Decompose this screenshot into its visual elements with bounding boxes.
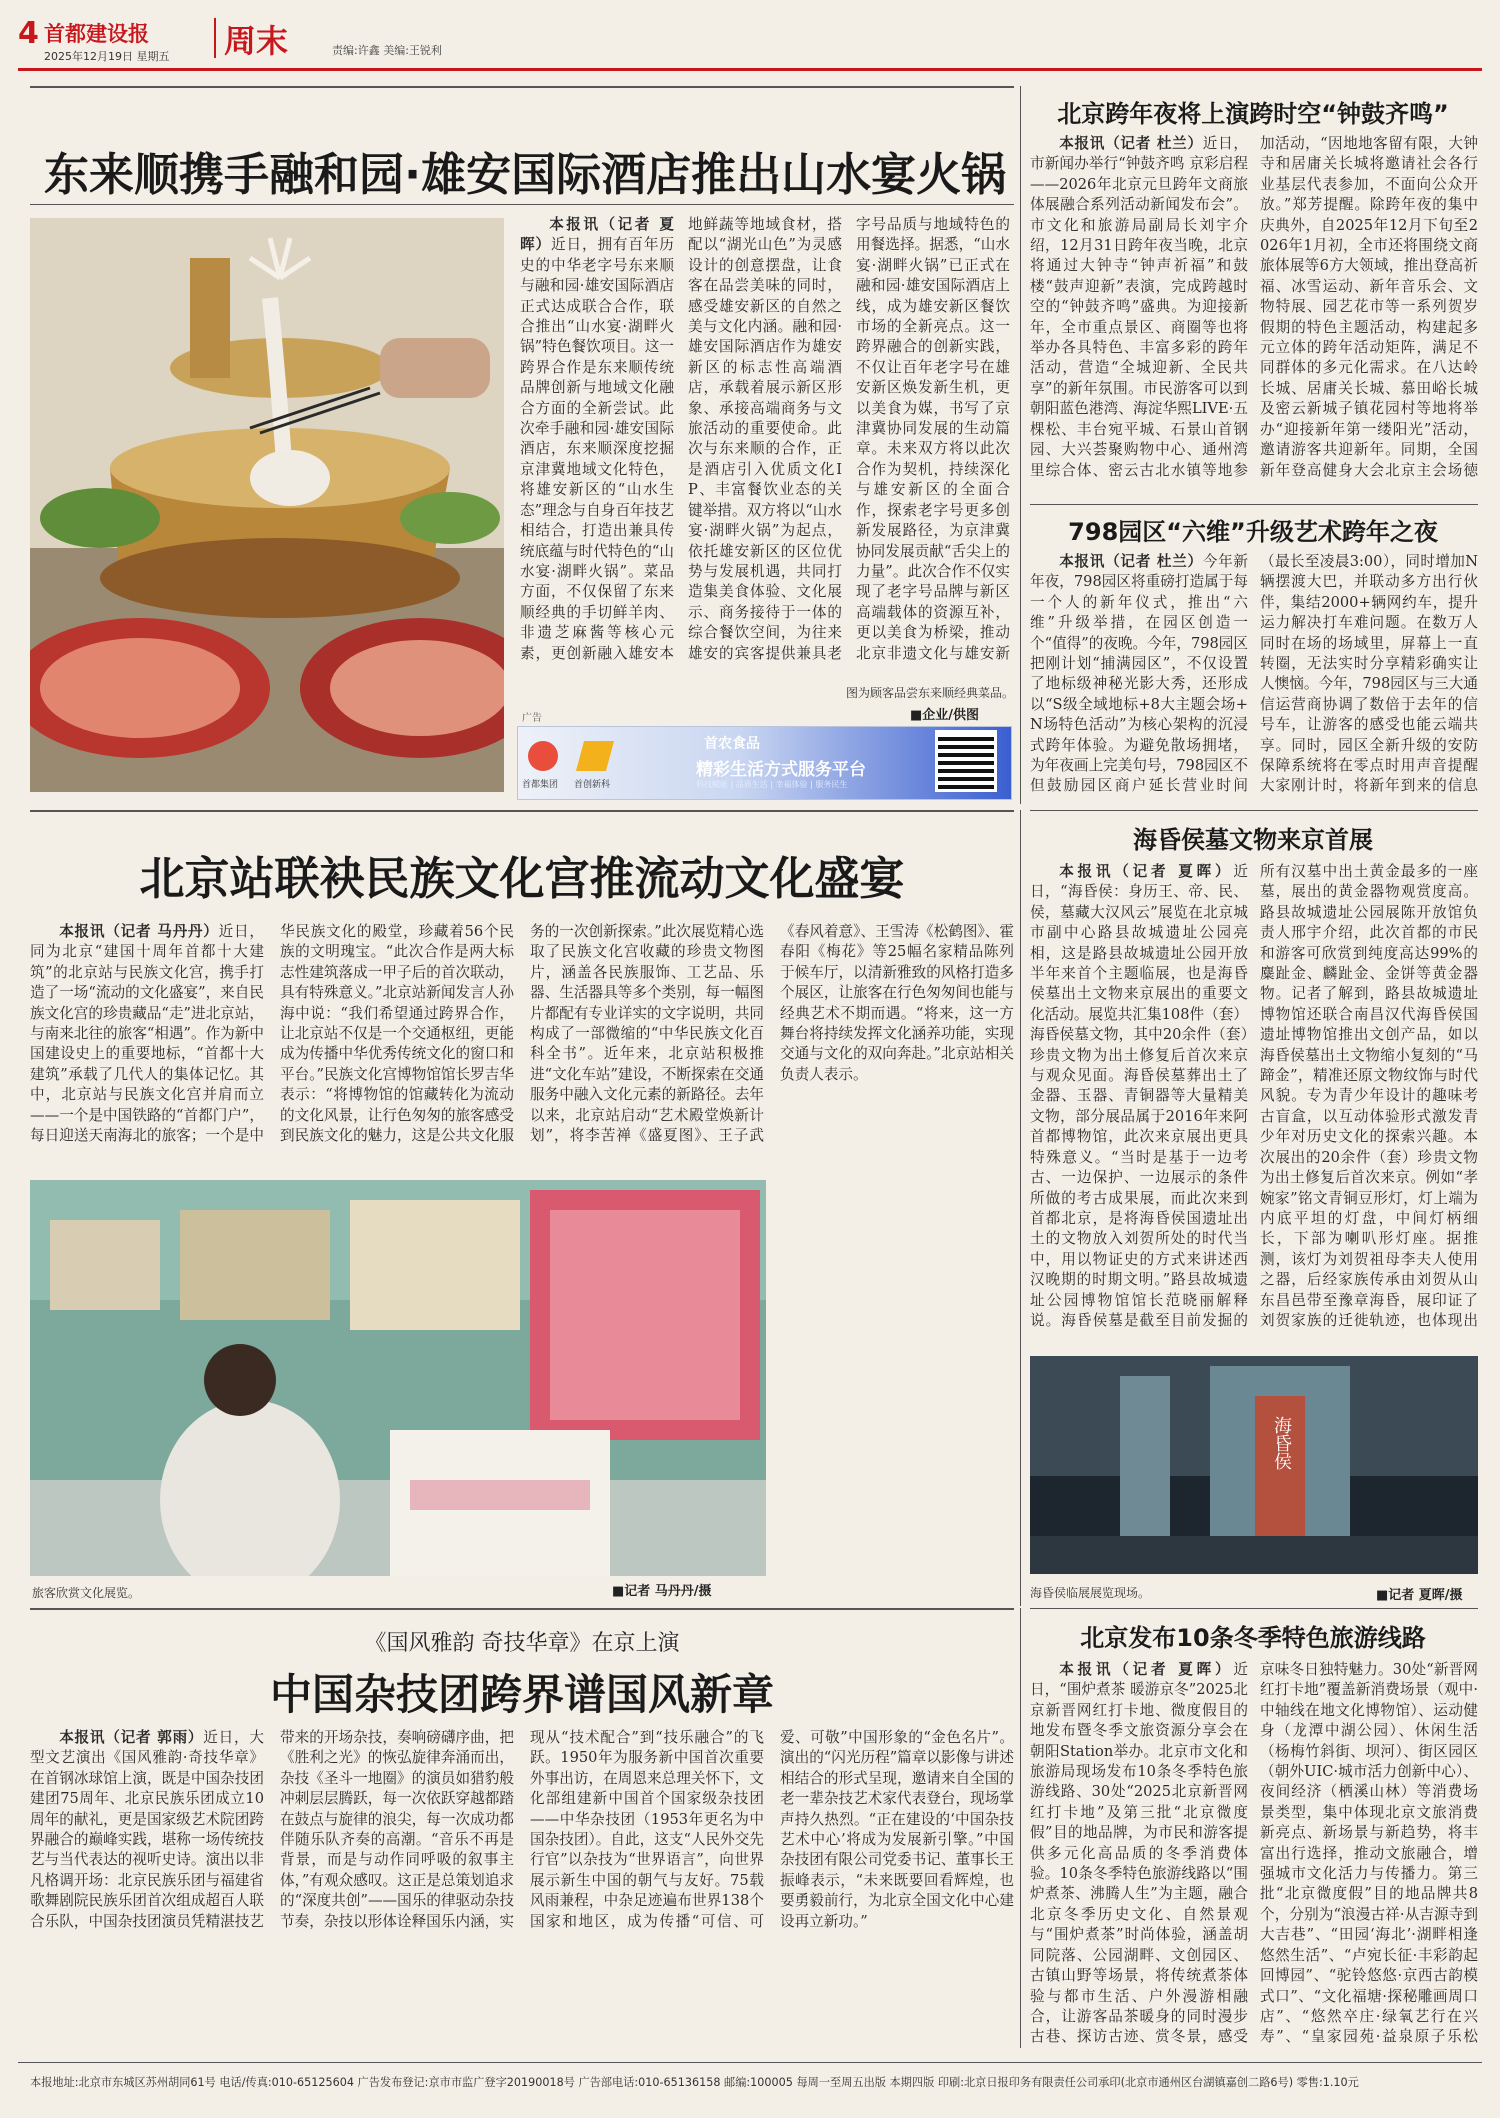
a2-body-text: 近日，市新闻办举行“钟鼓齐鸣 京彩启程——2026年北京元旦跨年文商旅体展融合系列活动新闻发布会”。市文化和旅游局副局长刘宇介绍，12月31日跨年夜当晚，北京将通过大钟寺“钟声祈福”和鼓楼“鼓声迎新”表演，完成跨越时空的“钟鼓齐鸣”盛典。为迎接新年，全市重点景区、商圈等也将举办各具特色、丰富多彩的跨年活动，营造“全城迎新、全民共享”的新年氛围。市民游客可以到朝阳蓝色港湾、海淀华熙LIVE·五棵松、丰台宛平城、石景山首钢园、大兴荟聚购物中心、通州湾里综合体、密云古北水镇等地参加活动，“因地地客留有限，大钟寺和居庸关长城将邀请社会各行业基层代表参加，不面向公众开放。”郑芳提醒。除跨年夜的集中庆典外，自2025年12月下旬至2026年1月初，全市还将围绕文商旅体展等6方大领域，推出登高祈福、冰雪运动、新年音乐会、文物特展、园艺花市等一系列贺岁假期的特色主题活动，构建起多元立体的跨年活动矩阵，满足不同群体的多元化需求。在八达岭长城、居庸关长城、慕田峪长城及密云新城子镇花园村等地将举办“迎接新年第一缕阳光”活动，邀请游客共迎新年。同期，全国新年登高健身大会北京主会场徳 (1030, 135, 1478, 479)
ad-subline: 科技赋能 | 品质生活 | 幸福体验 | 服务民生 (696, 780, 848, 789)
ad-slogan: 精彩生活方式服务平台 (696, 760, 866, 780)
a2-headline: 北京跨年夜将上演跨时空“钟鼓齐鸣” (1057, 100, 1449, 128)
a4-headline: 北京站联袂民族文化宫推流动文化盛宴 (139, 852, 905, 905)
a3-byline: 本报讯（记者 杜兰） (1059, 553, 1203, 570)
masthead (18, 14, 1484, 70)
a5-byline: 本报讯（记者 夏晖） (1059, 863, 1234, 880)
header-rule (18, 68, 1482, 71)
col-divider-mid (1020, 810, 1021, 1606)
hotpot-photo (30, 218, 504, 792)
a4-photo-credit: ■记者 马丹丹/摄 (612, 1584, 712, 1599)
a3-body (1030, 552, 1478, 802)
a6-byline: 本报讯（记者 郭雨） (59, 1729, 204, 1746)
a5-body-text: 近日，“海昏侯：身历王、帝、民、侯，墓藏大汉风云”展览在北京城市副中心路县故城遗址公园亮相，这是路县故城遗址公园开放半年来首个主题临展，也是海昏侯墓出土文物来京展出的重要文化活动。展览共汇集108件（套）海昏侯墓文物，其中20余件（套）珍贵文物为出土修复后首次来京与观众见面。海昏侯墓葬出土了金器、玉器、青铜器等大量精美文物，部分展品属于2016年来阿首都博物馆，此次来京展出更具特殊意义。“当时是基于一边考古、一边保护、一边展示的条件所做的考古成果展，而此次来到首都北京，是将海昏侯国遗址出土的文物放入刘贺所处的时代当中，用以物证史的方式来讲述西汉晚期的时期文明。”路县故城遗址公园博物馆馆长范晓丽解释说。海昏侯墓是截至目前发掘的所有汉墓中出土黄金最多的一座墓，展出的黄金器物观赏度高。路县故城遗址公园展陈开放馆负责人邢宇介绍，此次首都的市民和游客可欣赏到纯度高达99%的麋趾金、麟趾金、金饼等黄金器物。记者了解到，路县故城遗址博物馆还联合南昌汉代海昏侯国遗址博物馆推出文创产品，如以海昏侯墓出土文物缩小复刻的“马蹄金”，精准还原文物纹饰与时代风貌。专为青少年设计的趣味考古盲盒，以互动体验形式激发青少年对历史文化的探索兴趣。本次展出的20余件（套）珍贵文物为出土修复后首次来京。例如“孝婉家”铭文青铜豆形灯，灯上端为内底平坦的灯盘，中间灯柄细长，下部为喇叭形灯座。据推测，该灯为刘贺祖母李夫人使用之器，后经家族传承由刘贺从山东昌邑带至豫章海昏，展印证了刘贺家族的迁徙轨迹，也体现出 (1030, 863, 1478, 1329)
a1-photo-credit: ■企业/供图 (910, 708, 980, 723)
a1-headline: 东来顺携手融和园·雄安国际酒店推出山水宴火锅 (44, 148, 1007, 201)
a6-body-text: 近日，大型文艺演出《国风雅韵·奇技华章》在首钢冰球馆上演，既是中国杂技团建团75周年、北京民族乐团成立10周年的献礼，更是国家级艺术院团跨界融合的巅峰实践，堪称一场传统技艺与当代表达的视听史诗。演出以非凡格调开场：北京民族乐团与福建省歌舞剧院民族乐团首次组成超百人联合乐队，中国杂技团演员凭精湛技艺带来的开场杂技，奏响磅礴序曲，把《胜利之光》的恢弘旋律奔涌而出，杂技《圣斗一地圈》的演员如猎豹般冲刺层层腾跃，每一次依跃穿越都踏在鼓点与旋律的浪尖，每一次成功都伴随乐队齐奏的高潮。“音乐不再是背景，而是与动作同呼吸的叙事主体，”有观众感叹。这正是总策划追求的“深度共创”——国乐的律驱动杂技节奏，杂技以形体诠释国乐内涵，实现从“技术配合”到“技乐融合”的飞跃。1950年为服务新中国首次重要外事出访，在周恩来总理关怀下，文化部组建新中国首个国家级杂技团——中华杂技团（1953年更名为中国杂技团）。自此，这支“人民外交先行官”以杂技为“世界语言”，向世界展示新生中国的朝气与友好。75载风雨兼程，中杂足迹遍布世界138个国家和地区，成为传播“可信、可爱、可敬”中国形象的“金色名片”。演出的“闪光历程”篇章以影像与讲述相结合的形式呈现，邀请来自全国的老一辈杂技艺术家代表登台，现场掌声持久热烈。“正在建设的‘中国杂技艺术中心’将成为发展新引擎。”中国杂技团有限公司党委书记、董事长王振峰表示，“未来既要回看辉煌，也要勇毅前行，为北京全国文化中心建设再立新功。” (30, 1729, 1014, 1930)
exhibition-illustration (30, 1180, 766, 1576)
haihunhou-poster-text: 海昏侯 (1271, 1416, 1292, 1470)
a6-kicker: 《国风雅韵 奇技华章》在京上演 (364, 1631, 680, 1656)
ad-org-2: 首创新科 (574, 780, 611, 790)
a7-body (1030, 1660, 1478, 2048)
a1-body-text: 近日，拥有百年历史的中华老字号东来顺与融和园·雄安国际酒店正式达成联合合作，联合推出“山水宴·湖畔火锅”特色餐饮项目。这一跨界合作是东来顺传统品牌创新与地域文化融合方面的全新尝试。此次牵手融和园·雄安国际酒店，东来顺深度挖掘京津冀地域文化特色，将雄安新区的“山水生态”理念与自身百年技艺相结合，打造出兼具传统底蕴与时代特色的“山水宴·湖畔火锅”。菜品方面，不仅保留了东来顺经典的手切鲜羊肉、非遗芝麻酱等核心元素，更创新融入雄安本地鲜蔬等地域食材，搭配以“湖光山色”为灵感设计的创意摆盘，让食客在品尝美味的同时，感受雄安新区的自然之美与文化内涵。融和园·雄安国际酒店作为雄安新区的标志性高端酒店，承载着展示新区形象、承接高端商务与文旅活动的重要使命。此次与东来顺的合作，正是酒店引入优质文化IP、丰富餐饮业态的关键举措。双方将以“山水宴·湖畔火锅”为起点，依托雄安新区的区位优势与发展机遇，共同打造集美食体验、文化展示、商务接待于一体的综合餐饮空间，为往来雄安的宾客提供兼具老字号品质与地域特色的用餐选择。据悉，“山水宴·湖畔火锅”已正式在融和园·雄安国际酒店上线，成为雄安新区餐饮市场的全新亮点。这一跨界融合的创新实践，不仅让百年老字号在雄安新区焕发新生机，更以美食为媒，书写了京津冀协同发展的生动篇章。未来双方将以此次合作为契机，持续深化与雄安新区的全面合作，探索老字号更多创新发展路径，为京津冀协同发展贡献“舌尖上的力量”。此次合作不仅实现了老字号品牌与新区高端载体的资源互补，更以美食为桥梁，推动北京非遗文化与雄安新 (520, 216, 1010, 662)
haihunhou-photo (1030, 1356, 1478, 1574)
a6-top-rule (30, 1608, 1014, 1610)
a6-body (30, 1728, 1014, 2048)
header-divider (214, 18, 216, 58)
a4-byline: 本报讯（记者 马丹丹） (59, 923, 219, 940)
a5-body (1030, 862, 1478, 1346)
a4-body-continued (782, 1180, 1014, 1576)
a1-body (520, 215, 1010, 681)
a2-byline: 本报讯（记者 杜兰） (1059, 135, 1203, 152)
a5-photo-caption: 海昏侯临展展览现场。 (1030, 1586, 1151, 1600)
a7-body-text: 近日，“围炉煮茶 暖游京冬”2025北京新晋网红打卡地、微度假目的地发布暨冬季文旅资源分享会在朝阳Station举办。北京市文化和旅游局现场发布10条冬季特色旅游线路、30处“2025北京新晋网红打卡地”及第三批“北京微度假”目的地品牌，为市民和游客提供多元化高品质的冬季消费体验。10条冬季特色旅游线路以“围炉煮茶、沸腾人生”为主题，融合北京冬季历史文化、自然景观与“围炉煮茶”时尚体验，涵盖胡同院落、公园湖畔、文创园区、古镇山野等场景，将传统煮茶体验与都市生活、户外漫游相融合，让游客品茶暖身的同时漫步古巷、探访古迹、赏冬景，感受京味冬日独特魅力。30处“新晋网红打卡地”覆盖新消费场景（观中·中轴线在地文化博物馆）、运动健身（龙潭中湖公园）、休闲生活（杨梅竹斜街、坝河）、街区园区（朝外UIC·城市活力创新中心）、夜间经济（栖溪山林）等消费场景类型，集中体现北京文旅消费新亮点、新场景与新趋势，将丰富出行选择，推动文旅融合，增强城市文化活力与传播力。第三批“北京微度假”目的地品牌共8个，分别为“浪漫古祥·从吉源寺到大吉巷”、“田园‘海北’·湖畔相逢悠然生活”、“卢宛长征·丰彩韵起回博园”、“驼铃悠悠·京西古韵模式口”、“文化福塘·探秘雕画周口店”、“悠然卒庄·绿氧艺行在兴寿”、“皇家园苑·益泉原子乐松 (1030, 1661, 1478, 2046)
ad-logo-1 (528, 741, 558, 771)
a4-photo-caption: 旅客欣赏文化展览。 (32, 1586, 141, 1600)
a3-top-rule (1030, 504, 1478, 505)
paper-name: 首都建设报 (44, 22, 149, 46)
a4-body-text: 近日，同为北京“建国十周年首都十大建筑”的北京站与民族文化宫，携手打造了一场“流动的文化盛宴”，来自民族文化宫的珍贵藏品“走”进北京站，与南来北往的旅客“相遇”。作为新中国建设史上的重要地标，“首都十大建筑”承载了几代人的集体记忆。其中，北京站与民族文化宫并肩而立——一个是中国铁路的“首都门户”，每日迎送天南海北的旅客；一个是中华民族文化的殿堂，珍藏着56个民族的文明瑰宝。“此次合作是两大标志性建筑落成一甲子后的首次联动，具有特殊意义。”北京站新闻发言人孙海中说：“我们希望通过跨界合作，让北京站不仅是一个交通枢纽，更能成为传播中华优秀传统文化的窗口和平台。”民族文化宫博物馆馆长罗吉华表示：“将博物馆的馆藏转化为流动的文化风景，让行色匆匆的旅客感受到民族文化的魅力，这是公共文化服务的一次创新探索。”此次展览精心选取了民族文化宫收藏的珍贵文物图片，涵盖各民族服饰、工艺品、乐器、生活器具等多个类别，每一幅图片都配有专业详实的文字说明，共同构成了一部微缩的“中华民族文化百科全书”。近年来，北京站积极推进“文化车站”建设，不断探索在交通服务中融入文化元素的新路径。去年以来，北京站启动“艺术殿堂焕新计划”，将李苦禅《盛夏图》、王子武《春风着意》、王雪涛《松鹤图》、霍春阳《梅花》等25幅名家精品陈列于候车厅，以清新雅致的风格打造多个展区，让旅客在行色匆匆间也能与经典艺术不期而遇。“将来，这一方舞台将持续发挥文化涵养功能，实现交通与文化的双向奔赴。”北京站相关负责人表示。 (30, 923, 1014, 1145)
a7-byline: 本报讯（记者 夏晖） (1059, 1661, 1234, 1678)
a1-headline-rule (30, 204, 1014, 205)
a5-headline: 海昏侯墓文物来京首展 (1133, 826, 1373, 854)
a5-top-rule (1030, 810, 1478, 811)
a3-headline: 798园区“六维”升级艺术跨年之夜 (1068, 518, 1438, 546)
haihunhou-illustration (1030, 1356, 1478, 1574)
col-divider-top (1020, 86, 1021, 804)
a2-body (1030, 134, 1478, 500)
issue-date: 2025年12月19日 星期五 (44, 50, 170, 63)
a7-top-rule (1030, 1608, 1478, 1609)
col-divider-bottom (1020, 1608, 1021, 2048)
a1-top-rule (30, 86, 1014, 88)
a4-body (30, 922, 1014, 1172)
footer-rule (18, 2062, 1482, 2063)
ad-brand: 首农食品 (704, 736, 760, 752)
section-title: 周末 (224, 22, 289, 60)
a4-top-rule (30, 810, 1014, 812)
a1-byline: 本报讯（记者 夏晖） (520, 216, 674, 254)
ad-qr-code (938, 733, 994, 789)
ad-tag: 广告 (522, 713, 542, 724)
a5-photo-credit: ■记者 夏晖/摄 (1376, 1588, 1463, 1603)
ad-logo-2 (576, 741, 614, 771)
editor-credits: 责编:许鑫 美编:王锐利 (332, 44, 442, 57)
a1-photo-caption: 图为顾客品尝东来顺经典菜品。 (846, 686, 1015, 700)
exhibition-photo (30, 1180, 766, 1576)
page-number: 4 (18, 16, 39, 51)
ad-org-1: 首都集团 (522, 780, 559, 790)
a3-body-text: 今年新年夜，798园区将重磅打造属于每一个人的新年仪式，推出“六维”升级举措，在园区创造一个“值得”的夜晚。今年，798园区把刚计划“捕满园区”，不仅设置了地标级神秘光影大秀，还形成以“S级全域地标+8大主题会场+N场特色活动”为核心架构的沉浸式跨年体验。为避免散场拥堵，为年夜画上完美句号，798园区不但鼓励园区商户延长营业时间（最长至凌晨3:00），同时增加N辆摆渡大巴，并联动多方出行伙伴，集结2000+辆网约车，提升运力解决打车难问题。在数万人同时在场的场域里，屏幕上一直转圈，无法实时分享精彩确实让人懊恼。今年，798园区与三大通信运营商协调了数倍于去年的信号车，让游客的感受也能云端共享。同时，园区全新升级的安防保障系统将在零点时用声音提醒大家刚计时，将新年到来的信息 (1030, 553, 1478, 795)
hotpot-illustration (30, 218, 504, 792)
footer-imprint: 本报地址:北京市东城区苏州胡同61号 电话/传真:010-65125604 广告发布登记:京市市监广登字20190018号 广告部电话:010-65136158 邮编:100005 每周一至周五出版 本期四版 印刷:北京日报印务有限责任公司承印(北京市通州区台湖镇嘉创二路6号) 零售:1.10元 (30, 2076, 1359, 2089)
a7-headline: 北京发布10条冬季特色旅游线路 (1080, 1624, 1426, 1652)
a6-headline: 中国杂技团跨界谱国风新章 (269, 1670, 774, 1719)
